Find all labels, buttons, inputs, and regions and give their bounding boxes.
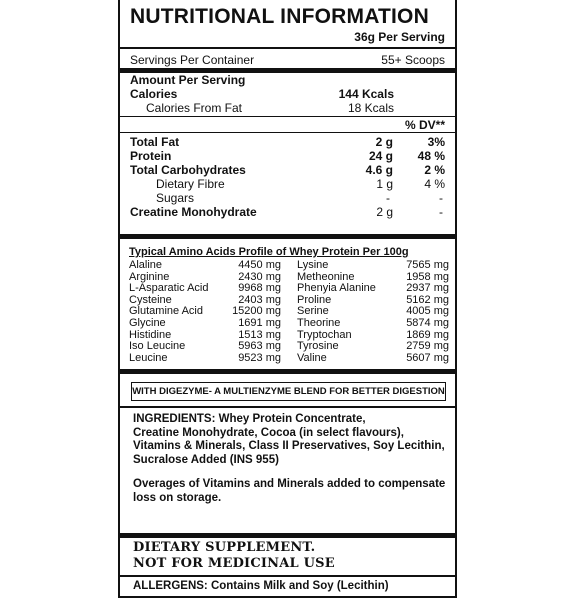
- amino-item: L-Asparatic Acid 9968 mg: [129, 282, 281, 295]
- fat-calories-value: 18 Kcals: [347, 101, 394, 115]
- divider: [120, 116, 455, 117]
- amino-item: Tyrosine 2759 mg: [297, 340, 449, 353]
- amino-item: Leucine 9523 mg: [129, 351, 281, 364]
- divider-thick: [120, 369, 455, 374]
- amino-item: Iso Leucine 5963 mg: [129, 340, 281, 353]
- amino-item: Metheonine 1958 mg: [297, 270, 449, 283]
- nutrient-row: Creatine Monohydrate 2 g -: [130, 205, 443, 219]
- calories-from-fat-row: [130, 101, 445, 115]
- amino-item: Serine 4005 mg: [297, 305, 449, 318]
- allergens-text: ALLERGENS: Contains Milk and Soy (Lecithin): [133, 580, 389, 592]
- calories-row: [130, 87, 445, 101]
- dietary-supplement-notice: DIETARY SUPPLEMENT. NOT FOR MEDICINAL USE: [133, 540, 335, 571]
- ingredients-text: INGREDIENTS: Whey Protein Concentrate, Creatine Monohydrate, Cocoa (in select flavours), Vitamins & Minerals, Class II Preservatives, Soy Lecithin, Sucralose Added (INS 955): [133, 413, 445, 466]
- amino-item: Cysteine 2403 mg: [129, 293, 281, 306]
- amino-item: Tryptochan 1869 mg: [297, 328, 449, 341]
- amino-list-right: [297, 260, 449, 364]
- overages-note: Overages of Vitamins and Minerals added to compensate loss on storage.: [133, 478, 446, 504]
- dv-heading: % DV**: [404, 118, 445, 132]
- amino-item: Theorine 5874 mg: [297, 316, 449, 329]
- amino-item: Glutamine Acid 15200 mg: [129, 305, 281, 318]
- servings-value: 55+ Scoops: [381, 53, 445, 67]
- divider-thick: [120, 234, 455, 239]
- nutrient-row: Dietary Fibre 1 g 4 %: [156, 177, 445, 191]
- divider: [120, 132, 455, 133]
- amino-item: Phenyia Alanine 2937 mg: [297, 282, 449, 295]
- amino-item: Alaline 4450 mg: [129, 259, 281, 271]
- label-title: NUTRITIONAL INFORMATION: [130, 5, 429, 28]
- amount-per-serving-heading: Amount Per Serving: [130, 73, 246, 87]
- nutrient-row: Total Fat 2 g 3%: [130, 135, 445, 149]
- divider: [120, 575, 455, 577]
- divider: [120, 47, 455, 49]
- dv-heading-row: [130, 118, 445, 132]
- divider-thick: [120, 533, 455, 538]
- amino-item: Proline 5162 mg: [297, 293, 449, 306]
- nutrient-row: Total Carbohydrates 4.6 g 2 %: [130, 163, 445, 177]
- amino-item: Lysine 7565 mg: [297, 259, 449, 271]
- amino-item: Valine 5607 mg: [297, 351, 449, 364]
- amino-list-left: [129, 260, 281, 364]
- amino-profile-title: Typical Amino Acids Profile of Whey Protein Per 100g: [129, 246, 409, 258]
- nutrient-row: Protein 24 g 48 %: [130, 149, 445, 163]
- nutrient-row: Sugars - -: [156, 191, 443, 205]
- fat-calories-label: Calories From Fat: [146, 101, 243, 115]
- amino-item: Histidine 1513 mg: [129, 328, 281, 341]
- digezyme-banner: WITH DIGEZYME- A MULTIENZYME BLEND FOR BETTER DIGESTION: [131, 382, 446, 401]
- servings-label: Servings Per Container: [130, 53, 255, 67]
- amino-item: Arginine 2430 mg: [129, 270, 281, 283]
- serving-size: 36g Per Serving: [354, 30, 445, 44]
- divider: [120, 406, 455, 408]
- calories-value: 144 Kcals: [338, 87, 394, 101]
- amino-item: Glycine 1691 mg: [129, 316, 281, 329]
- calories-label: Calories: [130, 87, 178, 101]
